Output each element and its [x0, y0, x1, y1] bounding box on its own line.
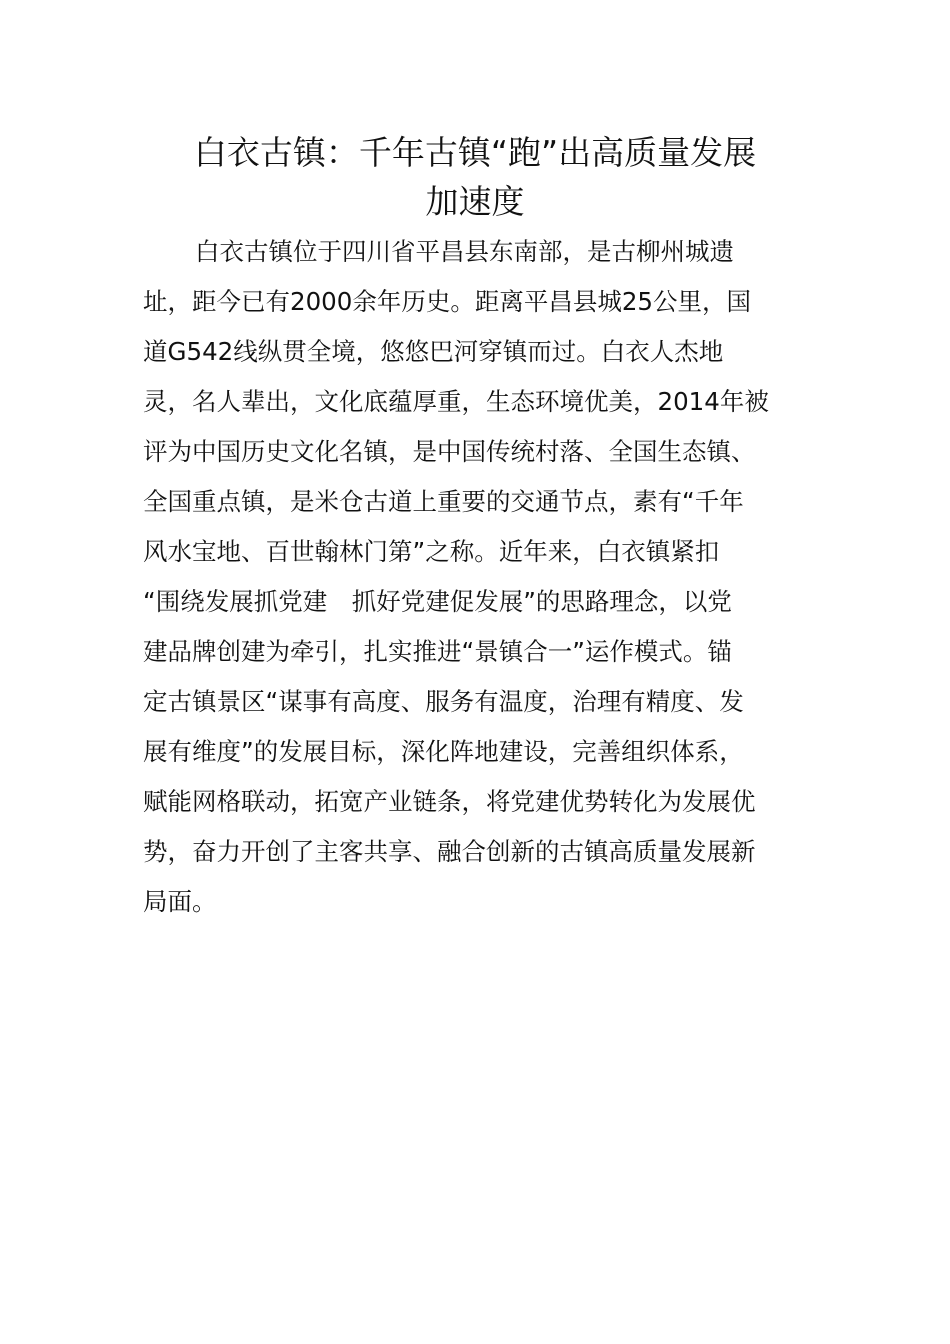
body-paragraph: [143, 227, 813, 927]
document-title: [140, 128, 810, 226]
paragraph-line-12: 赋能网格联动，拓宽产业链条，将党建优势转化为发展优: [143, 787, 756, 816]
paragraph-line-1: 白衣古镇位于四川省平昌县东南部，是古柳州城遗: [195, 237, 734, 266]
paragraph-line-3: 道G542线纵贯全境，悠悠巴河穿镇而过。白衣人杰地: [143, 337, 724, 366]
paragraph-line-13: 势，奋力开创了主客共享、融合创新的古镇高质量发展新: [143, 837, 756, 866]
paragraph-line-10: 定古镇景区“谋事有高度、服务有温度，治理有精度、发: [143, 687, 744, 716]
paragraph-line-14: 局面。: [143, 887, 217, 916]
paragraph-line-8: “围绕发展抓党建 抓好党建促发展”的思路理念，以党: [143, 587, 732, 616]
paragraph-line-6: 全国重点镇，是米仓古道上重要的交通节点，素有“千年: [143, 487, 744, 516]
paragraph-line-11: 展有维度”的发展目标，深化阵地建设，完善组织体系，: [143, 737, 744, 766]
paragraph-line-2: 址，距今已有2000余年历史。距离平昌县城25公里，国: [143, 287, 752, 316]
paragraph-line-7: 风水宝地、百世翰林门第”之称。近年来，白衣镇紧扣: [143, 537, 720, 566]
paragraph-line-9: 建品牌创建为牵引，扎实推进“景镇合一”运作模式。锚: [143, 637, 732, 666]
paragraph-line-4: 灵，名人辈出，文化底蕴厚重，生态环境优美，2014年被: [143, 387, 769, 416]
title-line-1: 白衣古镇：千年古镇“跑”出高质量发展: [193, 133, 757, 172]
paragraph-line-5: 评为中国历史文化名镇，是中国传统村落、全国生态镇、: [143, 437, 756, 466]
title-line-2: 加速度: [425, 182, 525, 221]
